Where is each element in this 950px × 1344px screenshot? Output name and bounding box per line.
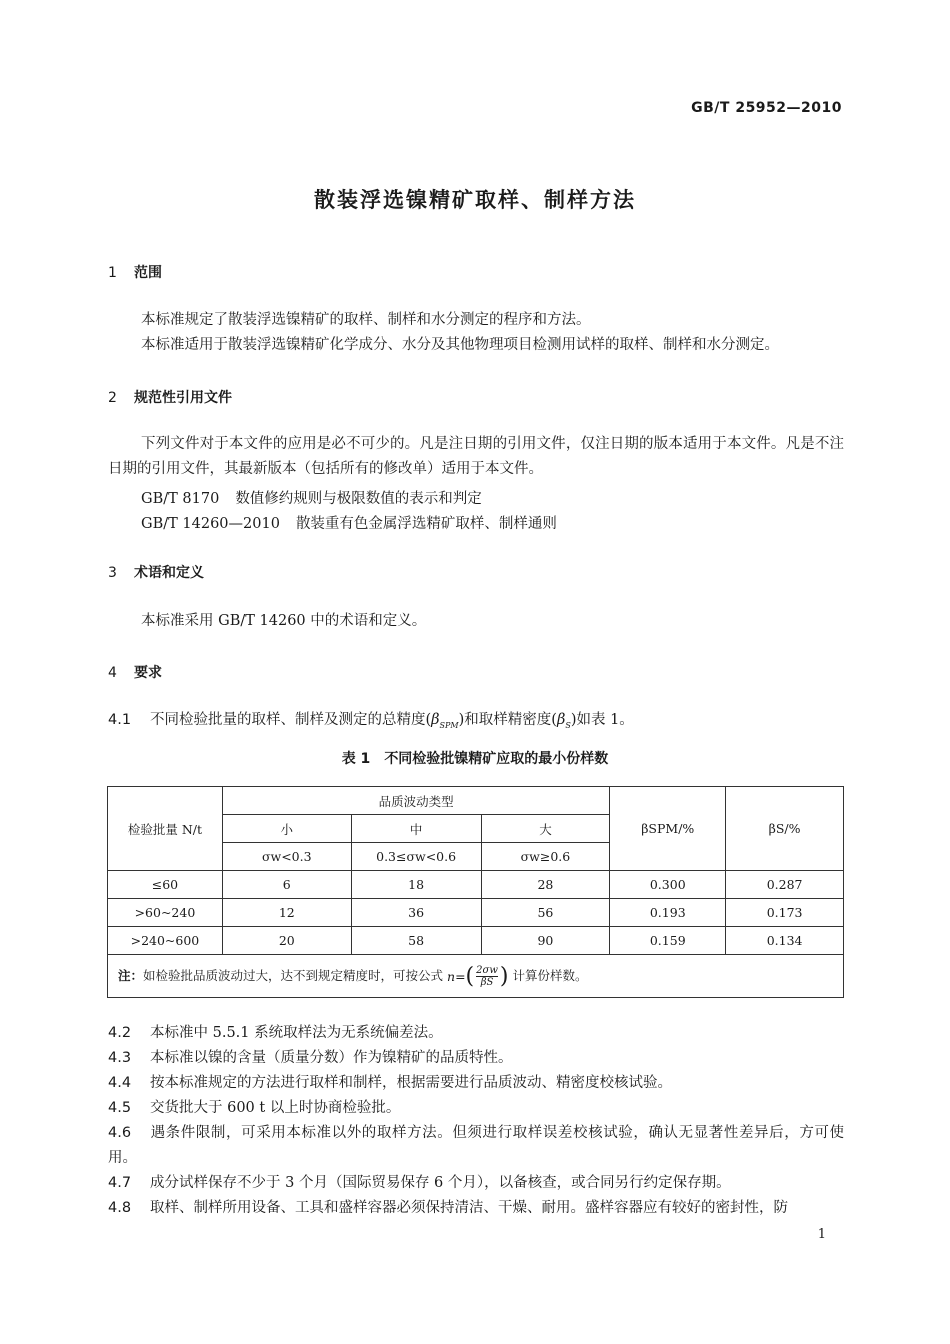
header-sigma-large: σw≥0.6 [481,843,610,871]
reference-item [141,512,557,533]
cell-beta-spm: 0.300 [610,871,726,899]
section-title: 要求 [134,665,162,681]
clause-text: 成分试样保存不少于 3 个月（国际贸易保存 6 个月），以备核查，或合同另行约定保存期。 [150,1175,731,1191]
cell-large: 56 [481,899,610,927]
table-number: 表 1 [341,751,371,767]
section-3-heading [108,562,204,582]
cell-medium: 18 [351,871,481,899]
cell-beta-s: 0.173 [726,899,844,927]
cell-beta-spm: 0.193 [610,899,726,927]
clause-text: 本标准中 5.5.1 系统取样法为无系统偏差法。 [150,1025,443,1041]
cell-beta-s: 0.134 [726,927,844,955]
formula-lhs: n= [447,968,466,984]
paragraph: 下列文件对于本文件的应用是必不可少的。凡是注日期的引用文件，仅注日期的版本适用于本文件。凡是不注日期的引用文件，其最新版本（包括所有的修改单）适用于本文件。 [108,436,844,477]
cell-beta-s: 0.287 [726,871,844,899]
formula-numerator: 2σw [476,964,498,976]
sample-count-formula: n= ( 2σw βS ) [447,963,509,989]
section-4-heading [108,662,162,682]
section-number: 3 [108,565,117,581]
beta-spm-symbol: $\beta_{SPM}$ [431,712,459,730]
reference-name: 散装重有色金属浮选精矿取样、制样通则 [295,516,557,532]
page-number: 1 [817,1227,826,1242]
cell-medium: 58 [351,927,481,955]
table-note [108,955,844,998]
clause-number: 4.1 [108,712,132,728]
paragraph: 本标准采用 GB/T 14260 中的术语和定义。 [141,613,427,629]
header-large: 大 [481,815,610,843]
table-row [108,927,844,955]
clause-text: 按本标准规定的方法进行取样和制样，根据需要进行品质波动、精密度校核试验。 [150,1075,672,1091]
cell-lot: >240~600 [108,927,223,955]
document-title: 散装浮选镍精矿取样、制样方法 [314,188,636,212]
clause [108,1121,844,1171]
formula-denominator: βS [480,976,494,988]
clause-text: )如表 1。 [570,712,634,728]
clause-text: )和取样精密度( [458,712,557,728]
cell-small: 20 [222,927,351,955]
cell-beta-spm: 0.159 [610,927,726,955]
section-number: 1 [108,265,117,281]
beta-s-symbol: $\beta_S$ [556,712,571,730]
cell-lot: ≤60 [108,871,223,899]
clause-text: 取样、制样所用设备、工具和盛样容器必须保持清洁、干燥、耐用。盛样容器应有较好的密封性，防 [150,1200,788,1216]
clause [108,1071,844,1096]
reference-code: GB/T 14260—2010 [141,516,280,532]
clause-number: 4.7 [108,1175,132,1191]
cell-small: 12 [222,899,351,927]
clause [108,1171,844,1196]
note-label: 注： [118,967,144,983]
paragraph: 本标准适用于散装浮选镍精矿化学成分、水分及其他物理项目检测用试样的取样、制样和水分测定。 [141,337,779,353]
cell-medium: 36 [351,899,481,927]
clause-text: 交货批大于 600 t 以上时协商检验批。 [150,1100,401,1116]
header-sigma-medium: 0.3≤σw<0.6 [351,843,481,871]
table-row [108,899,844,927]
clause-number: 4.6 [108,1125,132,1141]
table-row [108,871,844,899]
clause-text: 本标准以镍的含量（质量分数）作为镍精矿的品质特性。 [150,1050,513,1066]
clause-number: 4.5 [108,1100,132,1116]
header-quality-type: 品质波动类型 [222,787,609,815]
clause-number: 4.3 [108,1050,132,1066]
cell-lot: >60~240 [108,899,223,927]
clause-number: 4.2 [108,1025,132,1041]
clause-4-1 [108,708,844,738]
section-title: 术语和定义 [134,565,204,581]
table-title: 不同检验批镍精矿应取的最小份样数 [384,751,609,767]
header-beta-spm: βSPM/% [610,787,726,871]
section-number: 2 [108,390,117,406]
standard-code: GB/T 25952—2010 [691,100,842,116]
note-tail: 计算份样数。 [512,967,588,983]
cell-large: 90 [481,927,610,955]
section-number: 4 [108,665,117,681]
clause-text: 遇条件限制，可采用本标准以外的取样方法。但须进行取样误差校核试验，确认无显著性差异后，方可使用。 [108,1125,844,1166]
clause-text: 不同检验批量的取样、制样及测定的总精度( [150,712,432,728]
header-sigma-small: σw<0.3 [222,843,351,871]
cell-small: 6 [222,871,351,899]
note-text: 如检验批品质波动过大，达不到规定精度时，可按公式 [143,967,444,983]
cell-large: 28 [481,871,610,899]
reference-name: 数值修约规则与极限数值的表示和判定 [235,491,482,507]
clause [108,1021,844,1046]
clause [108,1046,844,1071]
section-1-heading [108,262,162,282]
reference-item [141,487,482,508]
section-title: 范围 [134,265,162,281]
clause-number: 4.8 [108,1200,132,1216]
reference-code: GB/T 8170 [141,491,220,507]
paragraph: 本标准规定了散装浮选镍精矿的取样、制样和水分测定的程序和方法。 [141,312,591,328]
header-medium: 中 [351,815,481,843]
header-small: 小 [222,815,351,843]
header-lot-size: 检验批量 N/t [108,787,223,871]
section-2-heading [108,387,232,407]
table-caption [0,748,950,768]
clause [108,1196,844,1221]
clause [108,1096,844,1121]
section-title: 规范性引用文件 [134,390,232,406]
clause-number: 4.4 [108,1075,132,1091]
sample-count-table [107,786,844,998]
header-beta-s: βS/% [726,787,844,871]
